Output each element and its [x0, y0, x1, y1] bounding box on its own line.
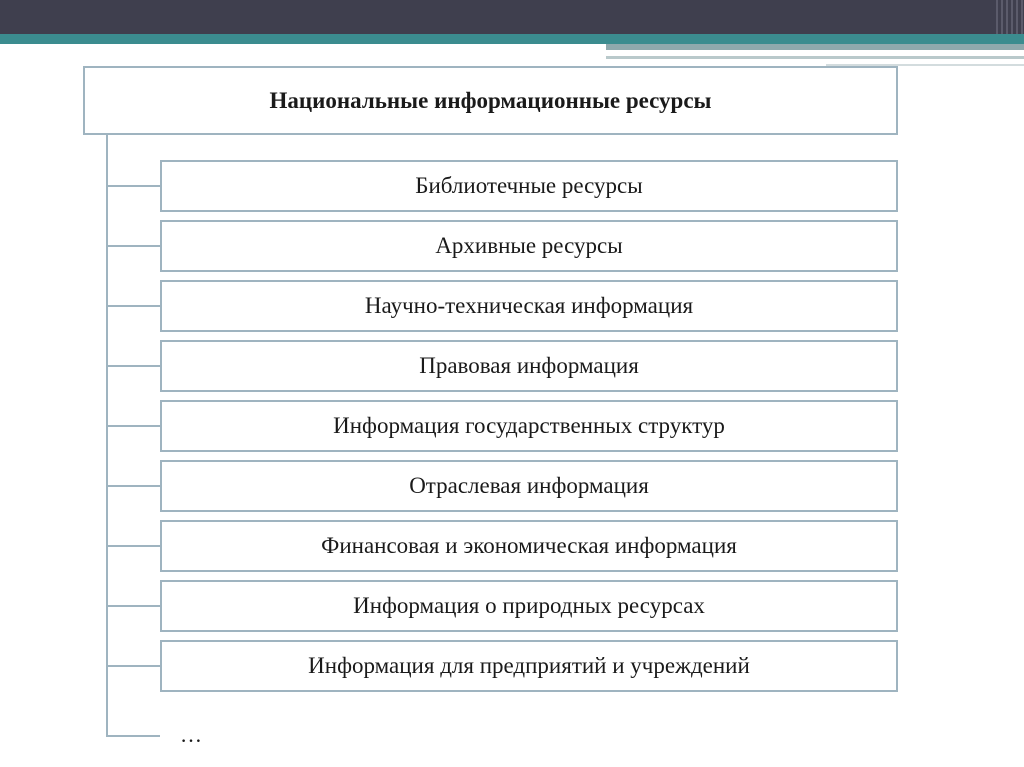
diagram-node: Информация о природных ресурсах	[160, 580, 898, 632]
diagram-node: Научно-техническая информация	[160, 280, 898, 332]
connector-branch	[106, 485, 160, 487]
diagram-root-title: Национальные информационные ресурсы	[83, 66, 898, 135]
diagram-node: Архивные ресурсы	[160, 220, 898, 272]
top-band-teal	[0, 34, 1024, 44]
decorative-stripe	[606, 44, 1024, 50]
corner-stripes	[996, 0, 1024, 34]
connector-trunk	[106, 135, 108, 737]
connector-branch	[106, 245, 160, 247]
diagram-node: Информация для предприятий и учреждений	[160, 640, 898, 692]
top-band-dark	[0, 0, 1024, 34]
connector-branch	[106, 185, 160, 187]
diagram-node: Информация государственных структур	[160, 400, 898, 452]
diagram-node: Правовая информация	[160, 340, 898, 392]
connector-branch	[106, 605, 160, 607]
connector-branch	[106, 665, 160, 667]
connector-branch	[106, 305, 160, 307]
connector-branch	[106, 425, 160, 427]
diagram-node: Библиотечные ресурсы	[160, 160, 898, 212]
connector-branch	[106, 365, 160, 367]
ellipsis-more: …	[180, 722, 202, 747]
connector-branch	[106, 735, 160, 737]
connector-branch	[106, 545, 160, 547]
diagram-node: Отраслевая информация	[160, 460, 898, 512]
diagram-node: Финансовая и экономическая информация	[160, 520, 898, 572]
decorative-stripe	[606, 56, 1024, 59]
